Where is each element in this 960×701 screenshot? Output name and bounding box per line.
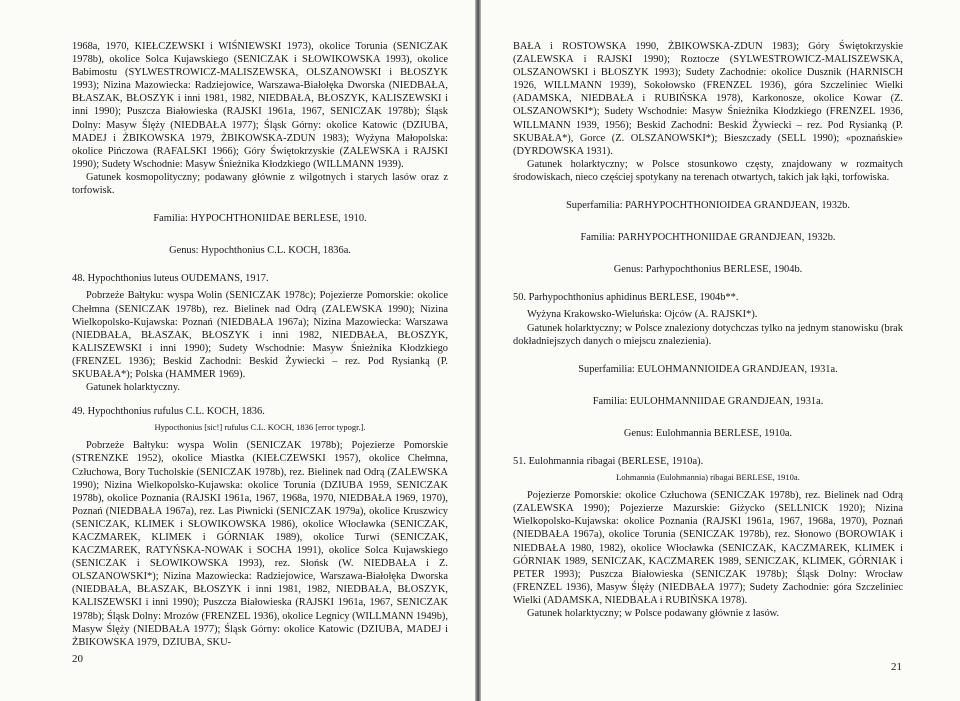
genus-2-heading: Genus: Eulohmannia BERLESE, 1910a. <box>623 427 793 439</box>
right-gatunek-paragraph: Gatunek holarktyczny; w Polsce stosunkowo częsty, znajdowany w rozmaitych środowiskach, nieco częściej spotykany na terenach otwartych, takich jak łąki, torfowiska. <box>513 158 903 183</box>
species-48-gatunek: Gatunek holarktyczny. <box>86 382 180 394</box>
species-48-title: 48. Hypochthonius luteus OUDEMANS, 1917. <box>72 273 269 285</box>
species-51-text: Pojezierze Pomorskie: okolice Człuchowa (SENICZAK 1978b), rez. Bielinek nad Odrą (ZALEWSKA 1990); Pojezierze Mazurskie: Giżycko (SELLNICK 1920); Nizina Wielkopolsko-Kujawska: okolice Poznania (RAJSKI 1961a, 1967, 1968a, 1970), Poznań (NIEDBAŁA 1967a), okolice Torunia (SENICZAK 1978b), rez. Słonowo (BOROWIAK i NIEDBAŁA 1980, 1982), okolice Włocławka (SENICZAK, KACZMAREK, KLIMEK i GÓRNIAK 1989, SENICZAK, KACZMAREK 1989, SENICZAK, KLIMEK, GÓRNIAK i PETER 1993); Puszcza Białowieska (SENICZAK 1978b); Śląsk Dolny: Wrocław (FRENZEL 1936), Masyw Ślęży (NIEDBAŁA 1977); Sudety Zachodnie: góra Szczeliniec Wielki (ADAMSKA, NIEDBAŁA i RUBIŃSKA 1978). <box>513 490 903 606</box>
species-48-text: Pobrzeże Bałtyku: wyspa Wolin (SENICZAK 1978c); Pojezierze Pomorskie: okolice Chełmna (SENICZAK 1978b), rez. Bielinek nad Odrą (ZALEWSKA 1990); Nizina Wielkopolsko-Kujawska: Poznań (NIEDBAŁA 1967a); Nizina Mazowiecka: Warszawa (NIEDBAŁA, BŁASZAK, BŁOSZYK i inni 1982, NIEDBAŁA, BŁOSZYK, KALISZEWSKI i inni 1990); Sudety Wschodnie: Masyw Śnieżnika Kłodzkiego (FRENZEL 1936); Beskid Zachodni: Beskid Żywiecki – rez. Pod Rysianką (P. SKUBAŁA*); Polska (HAMMER 1969). <box>72 290 448 380</box>
familia-heading: Familia: HYPOCHTHONIIDAE BERLESE, 1910. <box>153 213 367 225</box>
superfamilia-1-heading: Superfamilia: PARHYPOCHTHONIOIDEA GRANDJEAN, 1932b. <box>566 200 850 212</box>
genus-1-heading: Genus: Parhypochthonius BERLESE, 1904b. <box>613 264 803 276</box>
species-49-text: Pobrzeże Bałtyku: wyspa Wolin (SENICZAK 1978b); Pojezierze Pomorskie (STRENZKE 1952), okolice Miastka (KIEŁCZEWSKI 1957), okolice Chełmna, Człuchowa, Bory Tucholskie (SENICZAK 1978b), rez. Bielinek nad Odrą (ZALEWSKA 1990); Nizina Wielkopolsko-Kujawska: okolice Torunia (DZIUBA 1959, SENICZAK 1978b), okolice Poznania (RAJSKI 1961a, 1967, 1968a, 1970, NIEDBAŁA 1969, 1970), Poznań (NIEDBAŁA 1967a), rez. Las Piwnicki (SENICZAK 1979a), okolice Kruszwicy (SENICZAK, KLIMEK i SŁOWIKOWSKA 1986), okolice Włocławka (SENICZAK, KACZMAREK, KLIMEK i GÓRNIAK 1989), okolice Turwi (SENICZAK, KACZMAREK, RATYŃSKA-NOWAK i SOCHA 1991), okolice Solca Kujawskiego (SENICZAK i SŁOWIKOWSKA 1993), rez. Słońsk (W. NIEDBAŁA i Z. OLSZANOWSKI*); Nizina Mazowiecka: Radziejowice, Warszawa-Białołęka Dworska (NIEDBAŁA, BŁASZAK, BŁOSZYK i inni 1981, 1982, NIEDBAŁA, BŁOSZYK, KALISZEWSKI i inni 1990); Puszcza Białowieska (RAJSKI 1961a, 1967, SENICZAK 1978b); Śląsk Dolny: Mrozów (FRENZEL 1936), okolice Legnicy (WILLMANN 1949b), Masyw Ślęży (NIEDBAŁA 1977); Śląsk Górny: okolice Katowic (DZIUBA, MADEJ i ŻBIKOWSKA 1979, DZIUBA, SKU- <box>72 440 448 648</box>
left-page-number: 20 <box>72 653 83 665</box>
genus-heading: Genus: Hypochthonius C.L. KOCH, 1836a. <box>169 245 351 257</box>
right-page-number: 21 <box>891 661 902 673</box>
familia-1-heading: Familia: PARHYPOCHTHONIIDAE GRANDJEAN, 1932b. <box>580 232 836 244</box>
species-50-title: 50. Parhypochthonius aphidinus BERLESE, 1904b**. <box>513 292 739 304</box>
superfamilia-2-heading: Superfamilia: EULOHMANNIOIDEA GRANDJEAN, 1931a. <box>578 363 838 375</box>
species-49-synonym: Hypocthonius [sic!] rufulus C.L. KOCH, 1836 [error typogr.]. <box>154 422 366 433</box>
species-50-text: Wyżyna Krakowsko-Wieluńska: Ojców (A. RAJSKI*). <box>527 309 758 321</box>
left-page <box>0 0 475 701</box>
species-51-synonym: Lohmannia (Eulohmannia) ribagai BERLESE, 1910a. <box>616 472 800 483</box>
left-gatunek-paragraph: Gatunek kosmopolityczny; podawany głównie z wilgotnych i starych lasów oraz z torfowisk. <box>72 171 448 197</box>
familia-2-heading: Familia: EULOHMANNIIDAE GRANDJEAN, 1931a. <box>592 395 824 407</box>
species-51-title: 51. Eulohmannia ribagai (BERLESE, 1910a). <box>513 455 704 467</box>
species-51-gatunek: Gatunek holarktyczny; w Polsce podawany głównie z lasów. <box>527 608 780 619</box>
species-50-gatunek: Gatunek holarktyczny; w Polsce znaleziony dotychczas tylko na jednym stanowisku (brak dokładniejszych danych o miejscu znalezienia). <box>513 322 903 347</box>
left-text-column <box>72 40 448 649</box>
right-page <box>481 0 960 701</box>
right-text-column <box>513 40 903 620</box>
right-top-paragraph: BAŁA i ROSTOWSKA 1990, ŻBIKOWSKA-ZDUN 1983); Góry Świętokrzyskie (ZALEWSKA i RAJSKI 1990); Roztocze (SYLWESTROWICZ-MALISZEWSKA, OLSZANOWSKI i BŁOSZYK 1993); Sudety Zachodnie: okolice Dusznik (HARNISCH 1926, WILLMANN 1939), Sokołowsko (FRENZEL 1936), góra Szczeliniec Wielki (ADAMSKA, NIEDBAŁA i RUBIŃSKA 1978), Karkonosze, okolice Kowar (Z. OLSZANOWSKI*); Sudety Wschodnie: Masyw Śnieżnika Kłodzkiego (FRENZEL 1936, WILLMANN 1939, 1956); Beskid Zachodni: Beskid Żywiecki – rez. Pod Rysianką (P. SKUBAŁA*), Gorce (Z. OLSZANOWSKI*); Bieszczady (SELL 1990); «poznańskie» (DYRDOWSKA 1931). <box>513 41 903 157</box>
species-49-title: 49. Hypochthonius rufulus C.L. KOCH, 1836. <box>72 406 265 418</box>
left-top-paragraph: 1968a, 1970, KIEŁCZEWSKI i WIŚNIEWSKI 1973), okolice Torunia (SENICZAK 1978b), okolice Solca Kujawskiego (SENICZAK i SŁOWIKOWSKA 1993), okolice Babimostu (SYLWESTROWICZ-MALISZEWSKA, OLSZANOWSKI i BŁOSZYK 1993); Nizina Mazowiecka: Radziejowice, Warszawa-Białołęka Dworska (NIEDBAŁA, BŁASZAK, BŁOSZYK i inni 1981, 1982, NIEDBAŁA, BŁOSZYK, KALISZEWSKI i inni 1990); Puszcza Białowieska (RAJSKI 1961a, 1967, SENICZAK 1978b); Śląsk Dolny: Masyw Ślęży (NIEDBAŁA 1977); Śląsk Górny: okolice Katowic (DZIUBA, MADEJ i ŻBIKOWSKA 1979, ŻBIKOWSKA-ZDUN 1983); Wyżyna Małopolska: okolice Pińczowa (RAFALSKI 1966); Góry Świętokrzyskie (ZALEWSKA i RAJSKI 1990); Sudety Wschodnie: Masyw Śnieżnika Kłodzkiego (WILLMANN 1939). <box>72 41 448 170</box>
